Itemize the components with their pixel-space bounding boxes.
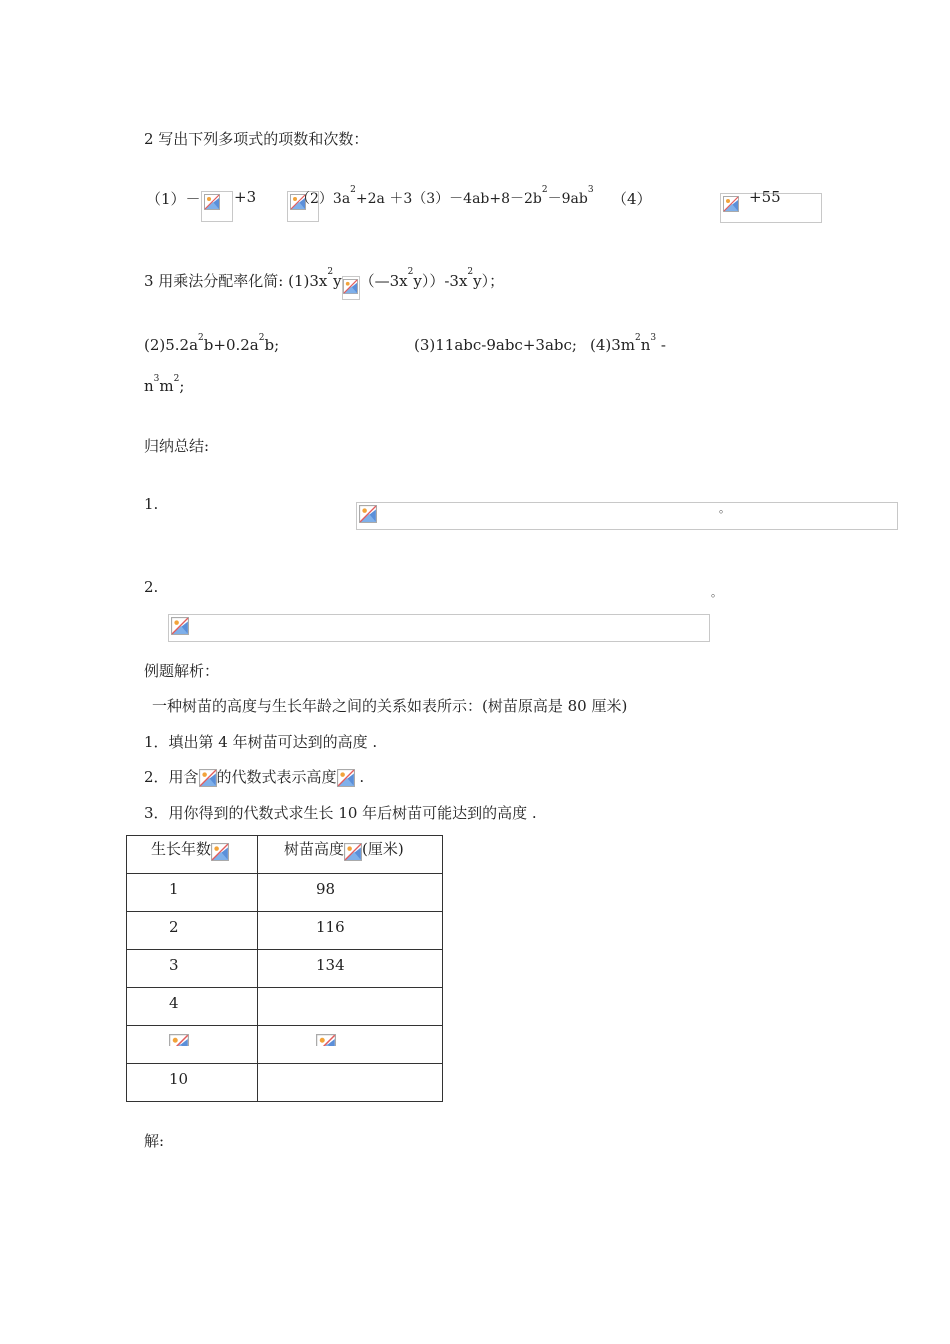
table-row xyxy=(127,988,443,1026)
example-q1: 1．填出第 4 年树苗可达到的高度 . xyxy=(144,733,378,751)
q3-item4-a: (4)3m xyxy=(590,336,636,354)
q2-p2-rest: +2a ＋3 xyxy=(355,191,413,207)
variable-image xyxy=(337,769,355,787)
header-height: 树苗高度 xyxy=(284,840,345,858)
q3-item4-l2-sup1: 3 xyxy=(153,374,160,384)
summary-title: 归纳总结: xyxy=(144,437,210,455)
height-cell xyxy=(258,988,443,1026)
formula-image xyxy=(316,1034,336,1046)
q2-p3-rest: －9ab xyxy=(547,191,588,207)
broken-image-icon xyxy=(169,1034,189,1046)
table-row xyxy=(127,1026,443,1064)
year-cell xyxy=(127,1064,258,1102)
broken-image-icon xyxy=(171,617,189,635)
broken-image-icon xyxy=(199,769,217,787)
broken-image-icon xyxy=(204,194,220,210)
example-q2 xyxy=(144,766,364,787)
height-cell xyxy=(258,1026,443,1064)
q3-item2-sup1: 2 xyxy=(198,333,204,343)
height-value xyxy=(258,1064,442,1070)
q2-p4-label: （4） xyxy=(612,190,652,208)
q3-title-e: y）； xyxy=(473,272,505,290)
q3-item2-b: b+0.2a xyxy=(203,336,259,354)
height-cell xyxy=(258,874,443,912)
year-cell xyxy=(127,1026,258,1064)
summary-image-1 xyxy=(356,502,898,530)
broken-image-icon xyxy=(344,843,362,861)
broken-image-icon xyxy=(211,843,229,861)
height-value: 116 xyxy=(316,918,345,936)
q3-item4-b: n xyxy=(640,336,651,354)
height-value: 98 xyxy=(316,880,336,898)
example-q2-b: 的代数式表示高度 xyxy=(216,768,337,786)
table-row xyxy=(127,1064,443,1102)
broken-image-icon xyxy=(723,196,739,212)
year-value: 1 xyxy=(169,880,179,898)
height-cell xyxy=(258,912,443,950)
q3-item4 xyxy=(590,333,666,354)
year-value: 3 xyxy=(169,956,179,974)
table-row xyxy=(127,950,443,988)
year-cell xyxy=(127,988,258,1026)
q3-item4-l2-a: n xyxy=(144,377,154,395)
variable-image xyxy=(169,1034,189,1046)
broken-image-icon xyxy=(337,769,355,787)
q3-item4-l2-b: m xyxy=(159,377,174,395)
q3-item4-line2 xyxy=(144,374,185,395)
example-title: 例题解析： xyxy=(144,662,220,680)
variable-image xyxy=(211,843,229,861)
q3-item4-l2-c: ; xyxy=(179,377,185,395)
q3-item4-l2-sup2: 2 xyxy=(173,374,180,384)
q2-p2-label: （2）3a xyxy=(296,191,351,207)
q3-sup1: 2 xyxy=(327,267,334,277)
header-years: 生长年数 xyxy=(151,840,212,858)
q2-p3-label: （3）－4ab+8－2b xyxy=(412,191,542,207)
q3-item2-sup2: 2 xyxy=(258,333,265,343)
q3-item2-c: b; xyxy=(264,336,280,354)
q3-title-d: y））-3x xyxy=(413,272,468,290)
variable-image xyxy=(344,843,362,861)
q3-item4-sup2: 3 xyxy=(650,333,657,343)
q2-p4-tail: +55 xyxy=(749,188,781,206)
q3-sup2: 2 xyxy=(407,267,414,277)
q3-item2-a: (2)5.2a xyxy=(144,336,199,354)
header-years-cell xyxy=(127,836,258,874)
broken-image-icon xyxy=(359,505,377,523)
year-cell xyxy=(127,874,258,912)
q3-item4-c: - xyxy=(656,336,666,354)
height-value: 134 xyxy=(316,956,345,974)
header-height-cell xyxy=(258,836,443,874)
q3-title xyxy=(144,267,505,294)
example-intro: 一种树苗的高度与生长年龄之间的关系如表所示：(树苗原高是 80 厘米) xyxy=(152,697,628,715)
broken-image-icon xyxy=(316,1034,336,1046)
q2-p2-sup: 2 xyxy=(350,185,356,195)
q2-p1-mid: +3 xyxy=(234,188,257,206)
variable-image xyxy=(199,769,217,787)
formula-image xyxy=(342,276,360,300)
q3-item3: (3)11abc-9abc+3abc; xyxy=(414,336,577,354)
summary-item1-num: 1. xyxy=(144,495,159,513)
q3-item4-sup1: 2 xyxy=(635,333,641,343)
header-unit: (厘米) xyxy=(362,840,404,858)
table-row xyxy=(127,874,443,912)
formula-image xyxy=(201,191,233,222)
q3-title-a: 3 用乘法分配率化简: (1)3x xyxy=(144,272,328,290)
broken-image-icon xyxy=(343,279,358,294)
year-cell xyxy=(127,912,258,950)
year-cell xyxy=(127,950,258,988)
q2-part1 xyxy=(146,188,201,209)
example-q3: 3．用你得到的代数式求生长 10 年后树苗可能达到的高度 . xyxy=(144,804,537,822)
table-row xyxy=(127,912,443,950)
q2-title: 2 写出下列多项式的项数和次数： xyxy=(144,130,369,148)
growth-table xyxy=(126,835,443,1102)
example-q2-c: . xyxy=(354,768,365,786)
summary-item2-num: 2. xyxy=(144,578,159,596)
answer-label: 解: xyxy=(144,1132,165,1150)
q3-item2 xyxy=(144,333,280,354)
q2-p3-sup1: 2 xyxy=(541,185,548,195)
q2-p1-label: （1）－ xyxy=(146,190,201,208)
q2-p3-sup2: 3 xyxy=(587,185,594,195)
q3-title-c: （—3x xyxy=(359,272,408,290)
summary-item2-end: 。 xyxy=(711,586,722,599)
height-cell xyxy=(258,950,443,988)
summary-image-2 xyxy=(168,614,710,642)
q2-part2-3 xyxy=(296,185,594,208)
summary-item1-end: 。 xyxy=(719,502,730,515)
q3-title-b: y xyxy=(333,272,342,290)
table-header-row xyxy=(127,836,443,874)
example-q2-a: 2．用含 xyxy=(144,768,199,786)
year-value: 10 xyxy=(169,1070,189,1088)
height-cell xyxy=(258,1064,443,1102)
height-value xyxy=(258,988,442,994)
year-value: 4 xyxy=(169,994,179,1012)
year-value: 2 xyxy=(169,918,179,936)
q3-sup3: 2 xyxy=(467,267,474,277)
